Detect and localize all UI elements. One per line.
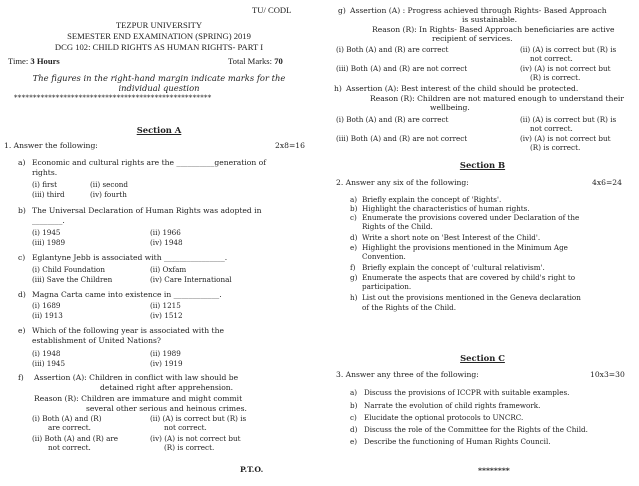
qa-label: a): [18, 158, 26, 167]
course-title: DCG 102: CHILD RIGHTS AS HUMAN RIGHTS- PART I: [54, 42, 264, 52]
university-name: TEZPUR UNIVERSITY: [115, 20, 203, 30]
qg-label: g): [338, 6, 346, 15]
qg-option-1: (i) Both (A) and (R) are correct: [336, 45, 449, 54]
q3e-text: Describe the functioning of Human Rights Council.: [364, 437, 551, 446]
qc-option-4: (iv) Care International: [150, 275, 232, 284]
qd-label: d): [18, 290, 26, 299]
qc-option-3: (iii) Save the Children: [32, 275, 113, 284]
qg-assertion-2: is sustainable.: [462, 15, 518, 24]
q3c-text: Elucidate the optional protocols to UNCRC.: [364, 413, 524, 422]
qc-option-1: (i) Child Foundation: [32, 265, 106, 274]
section-c-title: Section C: [460, 353, 505, 363]
section-b-title: Section B: [459, 160, 506, 170]
qg-reason-2: recipient of services.: [432, 34, 513, 43]
qh-option-4: (iv) (A) is not correct but: [520, 134, 611, 143]
q3d-text: Discuss the role of the Committee for the Rights of the Child.: [364, 425, 588, 434]
q2a-label: a): [350, 195, 358, 204]
q3a-text: Discuss the provisions of ICCPR with suitable examples.: [364, 388, 570, 397]
q2g-label: g): [350, 273, 358, 282]
qh-option-2-b: not correct.: [530, 124, 573, 133]
q2f-text: Briefly explain the concept of 'cultural relativism'.: [362, 263, 545, 272]
q2d-label: d): [350, 233, 358, 242]
q2b-label: b): [350, 204, 358, 213]
doc-code: TU/ CODL: [252, 5, 292, 15]
q2f-label: f): [350, 263, 356, 272]
qh-label: h): [334, 84, 342, 93]
qh-option-1: (i) Both (A) and (R) are correct: [336, 115, 449, 124]
exam-title: SEMESTER END EXAMINATION (SPRING) 2019: [67, 31, 251, 41]
q2h-text: List out the provisions mentioned in the Geneva declaration: [362, 293, 581, 302]
q3b-text: Narrate the evolution of child rights framework.: [364, 401, 541, 410]
q3-label: 3. Answer any three of the following:: [336, 370, 479, 379]
time-label: Time:: [8, 56, 29, 66]
qg-reason: Reason (R): In Rights- Based Approach beneficiaries are active: [372, 25, 615, 34]
qf-reason: Reason (R): Children are immature and might commit: [34, 394, 243, 403]
qh-reason-2: wellbeing.: [430, 103, 470, 112]
qf-option-1-b: are correct.: [48, 423, 91, 432]
pto-label: P.T.O.: [240, 465, 264, 474]
qf-reason-2: several other serious and heinous crimes.: [86, 404, 247, 413]
q3e-label: e): [350, 437, 358, 446]
qb-option-4: (iv) 1948: [150, 238, 183, 247]
qa-option-4: (iv) fourth: [90, 190, 127, 199]
qe-text-2: establishment of United Nations?: [32, 336, 161, 345]
qh-option-2: (ii) (A) is correct but (R) is: [520, 115, 617, 124]
qa-text: Economic and cultural rights are the __________generation of: [32, 158, 267, 167]
qe-option-1: (i) 1948: [32, 349, 61, 358]
qf-assertion: Assertion (A): Children in conflict with law should be: [34, 373, 239, 382]
q1-label: 1. Answer the following:: [4, 141, 98, 150]
q3a-label: a): [350, 388, 358, 397]
q3-marks: 10x3=30: [590, 370, 625, 379]
qd-text: Magna Carta came into existence in ____________.: [32, 290, 222, 299]
q3d-label: d): [350, 425, 358, 434]
q2h-label: h): [350, 293, 358, 302]
stars-divider: ****************************************************: [14, 94, 212, 102]
qc-text: Eglantyne Jebb is associated with ________________.: [32, 253, 228, 262]
q2d-text: Write a short note on 'Best Interest of the Child'.: [362, 233, 541, 242]
q2-marks: 4x6=24: [592, 178, 622, 187]
qe-option-2: (ii) 1989: [150, 349, 181, 358]
qb-option-1: (i) 1945: [32, 228, 61, 237]
marks-info: [228, 57, 283, 66]
q2c-label: c): [350, 213, 357, 222]
qh-option-3: (iii) Both (A) and (R) are not correct: [336, 134, 468, 143]
q1-marks: 2x8=16: [275, 141, 305, 150]
qb-text-2: ________.: [32, 216, 65, 225]
qa-text-2: rights.: [32, 168, 58, 177]
qb-text: The Universal Declaration of Human Rights was adopted in: [32, 206, 262, 215]
qf-option-3-b: not correct.: [48, 443, 91, 452]
q2c-text: Enumerate the provisions covered under Declaration of the: [362, 213, 580, 222]
qg-option-4: (iv) (A) is not correct but: [520, 64, 611, 73]
qe-text: Which of the following year is associated with the: [32, 326, 224, 335]
qb-option-3: (iii) 1989: [32, 238, 66, 247]
qf-option-1: (i) Both (A) and (R): [32, 414, 102, 423]
q2-label: 2. Answer any six of the following:: [336, 178, 469, 187]
qe-option-3: (iii) 1945: [32, 359, 66, 368]
qc-label: c): [18, 253, 26, 262]
qa-option-1: (i) first: [32, 180, 57, 189]
qf-option-2: (ii) (A) is correct but (R) is: [150, 414, 247, 423]
qh-assertion: Assertion (A): Best interest of the child should be protected.: [346, 84, 579, 93]
qa-option-2: (ii) second: [90, 180, 129, 189]
qe-option-4: (iv) 1919: [150, 359, 183, 368]
qc-option-2: (ii) Oxfam: [150, 265, 187, 274]
q2h-text-2: of the Rights of the Child.: [362, 303, 457, 312]
qg-option-2: (ii) (A) is correct but (R) is: [520, 45, 617, 54]
time-value: 3 Hours: [30, 56, 60, 66]
qf-option-2-b: not correct.: [164, 423, 207, 432]
qd-option-3: (ii) 1913: [32, 311, 63, 320]
qd-option-2: (ii) 1215: [150, 301, 181, 310]
marks-value: 70: [274, 56, 283, 66]
end-stars: ********: [478, 466, 510, 475]
qg-assertion: Assertion (A) : Progress achieved through Rights- Based Approach: [350, 6, 607, 15]
qg-option-3: (iii) Both (A) and (R) are not correct: [336, 64, 468, 73]
qf-label: f): [18, 373, 24, 382]
q2e-text: Highlight the provisions mentioned in the Minimum Age: [362, 243, 568, 252]
q2a-text: Briefly explain the concept of 'Rights'.: [362, 195, 502, 204]
qg-option-2-b: not correct.: [530, 54, 573, 63]
qd-option-4: (iv) 1512: [150, 311, 183, 320]
qf-option-3: (ii) Both (A) and (R) are: [32, 434, 119, 443]
q2g-text: Enumerate the aspects that are covered by child's right to: [362, 273, 576, 282]
marks-label: Total Marks:: [228, 56, 273, 66]
note-line-1: The figures in the right-hand margin indicate marks for the: [32, 73, 286, 83]
qb-label: b): [18, 206, 26, 215]
qb-option-2: (ii) 1966: [150, 228, 181, 237]
section-a-title: Section A: [136, 125, 182, 135]
qf-option-4-b: (R) is correct.: [164, 443, 215, 452]
qd-option-1: (i) 1689: [32, 301, 61, 310]
qf-option-4: (iv) (A) is not correct but: [150, 434, 241, 443]
time-info: [8, 57, 60, 66]
q2e-label: e): [350, 243, 358, 252]
qh-option-4-b: (R) is correct.: [530, 143, 581, 152]
q2g-text-2: participation.: [362, 282, 412, 291]
q3b-label: b): [350, 401, 358, 410]
qg-option-4-b: (R) is correct.: [530, 73, 581, 82]
note-line-2: individual question: [118, 83, 200, 93]
qe-label: e): [18, 326, 26, 335]
qh-reason: Reason (R): Children are not matured enough to understand their: [370, 94, 624, 103]
qa-option-3: (iii) third: [32, 190, 65, 199]
qf-assertion-2: detained right after apprehension.: [100, 383, 234, 392]
q2c-text-2: Rights of the Child.: [362, 222, 433, 231]
q2e-text-2: Convention.: [362, 252, 406, 261]
q2b-text: Highlight the characteristics of human rights.: [362, 204, 530, 213]
q3c-label: c): [350, 413, 357, 422]
